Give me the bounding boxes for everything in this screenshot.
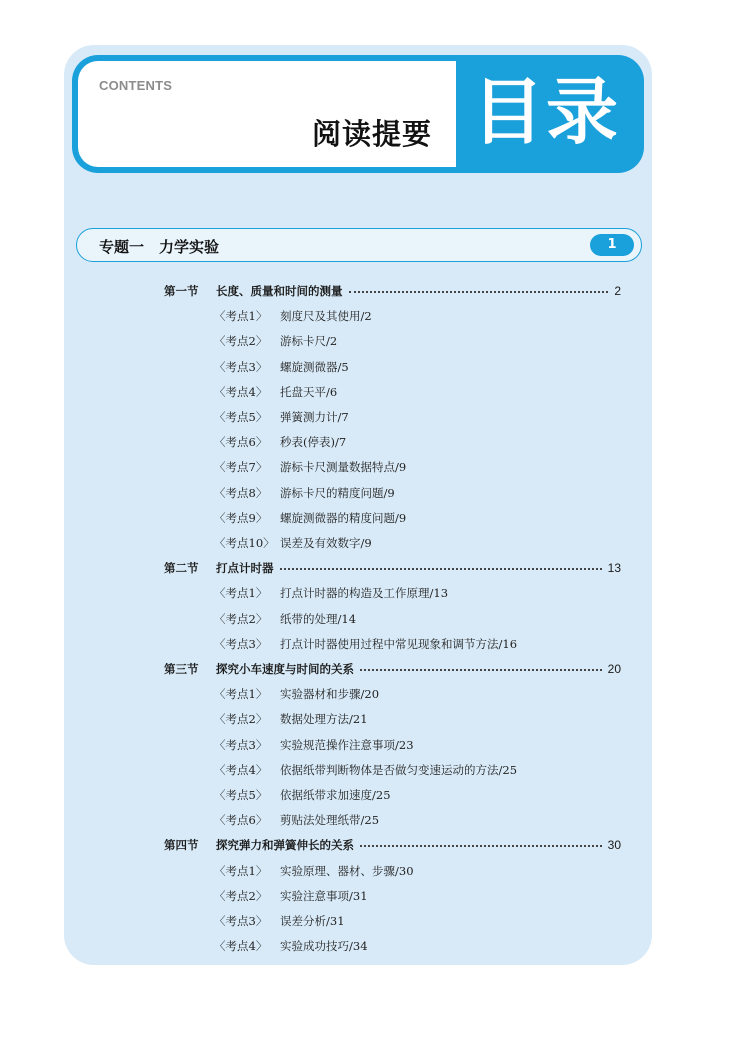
section-row[interactable] bbox=[164, 281, 621, 301]
exam-point-label: 〈考点2〉 bbox=[214, 611, 268, 626]
exam-point-text: 纸带的处理/14 bbox=[280, 611, 357, 626]
dot-leader bbox=[280, 568, 602, 570]
exam-point-row[interactable] bbox=[214, 912, 345, 930]
exam-point-row[interactable] bbox=[214, 484, 395, 502]
dot-leader bbox=[349, 291, 609, 293]
exam-point-text: 依据纸带求加速度/25 bbox=[280, 788, 391, 802]
exam-point-row[interactable] bbox=[214, 710, 368, 728]
exam-point-text: 弹簧测力计/7 bbox=[280, 410, 349, 424]
exam-point-row[interactable] bbox=[214, 383, 338, 401]
exam-point-row[interactable] bbox=[214, 887, 368, 905]
exam-point-row[interactable] bbox=[214, 610, 357, 628]
exam-point-text: 数据处理方法/21 bbox=[280, 712, 368, 727]
exam-point-label: 〈考点1〉 bbox=[214, 687, 268, 702]
section-label: 第三节 bbox=[164, 662, 199, 676]
exam-point-row[interactable] bbox=[214, 433, 347, 451]
exam-point-label: 〈考点8〉 bbox=[214, 485, 268, 500]
exam-point-label: 〈考点3〉 bbox=[214, 636, 268, 651]
section-page-number: 20 bbox=[607, 662, 621, 676]
exam-point-text: 秒表(停表)/7 bbox=[280, 435, 347, 450]
exam-point-row[interactable] bbox=[214, 509, 407, 527]
exam-point-label: 〈考点6〉 bbox=[214, 435, 268, 450]
exam-point-row[interactable] bbox=[214, 937, 368, 955]
exam-point-row[interactable] bbox=[214, 307, 372, 325]
exam-point-label: 〈考点3〉 bbox=[214, 737, 268, 752]
exam-point-row[interactable] bbox=[214, 534, 372, 552]
exam-point-row[interactable] bbox=[214, 736, 414, 754]
exam-point-row[interactable] bbox=[214, 358, 349, 376]
exam-point-row[interactable] bbox=[214, 786, 391, 804]
section-label: 第一节 bbox=[164, 284, 199, 298]
contents-label: CONTENTS bbox=[99, 78, 173, 93]
exam-point-text: 误差及有效数字/9 bbox=[280, 536, 372, 550]
exam-point-text: 剪贴法处理纸带/25 bbox=[280, 813, 380, 828]
exam-point-label: 〈考点4〉 bbox=[214, 384, 268, 399]
exam-point-text: 依据纸带判断物体是否做匀变速运动的方法/25 bbox=[280, 762, 518, 777]
exam-point-row[interactable] bbox=[214, 862, 414, 880]
chapter-title: 专题一 力学实验 bbox=[99, 238, 220, 256]
exam-point-row[interactable] bbox=[214, 458, 407, 476]
section-title: 探究小车速度与时间的关系 bbox=[216, 662, 354, 676]
exam-point-label: 〈考点1〉 bbox=[214, 586, 268, 601]
exam-point-label: 〈考点7〉 bbox=[214, 460, 268, 475]
exam-point-label: 〈考点5〉 bbox=[214, 410, 268, 424]
exam-point-label: 〈考点5〉 bbox=[214, 788, 268, 802]
section-label: 第二节 bbox=[164, 561, 199, 576]
exam-point-text: 打点计时器使用过程中常见现象和调节方法/16 bbox=[280, 636, 518, 651]
exam-point-text: 打点计时器的构造及工作原理/13 bbox=[280, 586, 449, 601]
exam-point-label: 〈考点1〉 bbox=[214, 863, 268, 878]
section-label: 第四节 bbox=[164, 838, 199, 853]
exam-point-text: 刻度尺及其使用/2 bbox=[280, 309, 372, 324]
exam-point-label: 〈考点4〉 bbox=[214, 762, 268, 777]
exam-point-row[interactable] bbox=[214, 811, 380, 829]
exam-point-text: 螺旋测微器的精度问题/9 bbox=[280, 510, 407, 525]
section-page-number: 2 bbox=[614, 284, 621, 298]
section-title: 打点计时器 bbox=[216, 561, 274, 576]
page-subtitle: 阅读提要 bbox=[311, 117, 432, 151]
exam-point-label: 〈考点6〉 bbox=[214, 813, 268, 828]
section-row[interactable] bbox=[164, 659, 621, 679]
exam-point-row[interactable] bbox=[214, 584, 449, 602]
exam-point-text: 实验注意事项/31 bbox=[280, 888, 368, 903]
exam-point-label: 〈考点2〉 bbox=[214, 334, 268, 349]
exam-point-label: 〈考点2〉 bbox=[214, 888, 268, 903]
section-page-number: 30 bbox=[607, 838, 621, 853]
exam-point-text: 游标卡尺的精度问题/9 bbox=[280, 485, 395, 500]
exam-point-text: 托盘天平/6 bbox=[280, 384, 338, 399]
exam-point-label: 〈考点4〉 bbox=[214, 939, 268, 954]
exam-point-text: 实验成功技巧/34 bbox=[280, 939, 368, 954]
section-title: 长度、质量和时间的测量 bbox=[216, 284, 343, 298]
page-title: 目录 bbox=[472, 70, 621, 154]
exam-point-row[interactable] bbox=[214, 685, 380, 703]
exam-point-label: 〈考点9〉 bbox=[214, 510, 268, 525]
exam-point-row[interactable] bbox=[214, 332, 338, 350]
section-row[interactable] bbox=[164, 835, 621, 855]
exam-point-row[interactable] bbox=[214, 635, 518, 653]
exam-point-label: 〈考点2〉 bbox=[214, 712, 268, 727]
exam-point-label: 〈考点3〉 bbox=[214, 914, 268, 928]
exam-point-row[interactable] bbox=[214, 408, 349, 426]
exam-point-text: 游标卡尺/2 bbox=[280, 334, 338, 349]
dot-leader bbox=[360, 669, 602, 671]
exam-point-text: 误差分析/31 bbox=[280, 914, 345, 928]
exam-point-label: 〈考点3〉 bbox=[214, 359, 268, 374]
dot-leader bbox=[360, 845, 602, 847]
exam-point-row[interactable] bbox=[214, 761, 518, 779]
section-title: 探究弹力和弹簧伸长的关系 bbox=[216, 838, 354, 853]
chapter-page-badge: 1 bbox=[590, 234, 634, 256]
section-row[interactable] bbox=[164, 558, 621, 578]
exam-point-text: 螺旋测微器/5 bbox=[280, 359, 349, 374]
exam-point-text: 实验器材和步骤/20 bbox=[280, 687, 380, 702]
exam-point-text: 实验原理、器材、步骤/30 bbox=[280, 863, 414, 878]
exam-point-label: 〈考点10〉 bbox=[214, 536, 275, 550]
exam-point-label: 〈考点1〉 bbox=[214, 309, 268, 324]
exam-point-text: 游标卡尺测量数据特点/9 bbox=[280, 460, 407, 475]
section-page-number: 13 bbox=[607, 561, 621, 576]
exam-point-text: 实验规范操作注意事项/23 bbox=[280, 737, 414, 752]
